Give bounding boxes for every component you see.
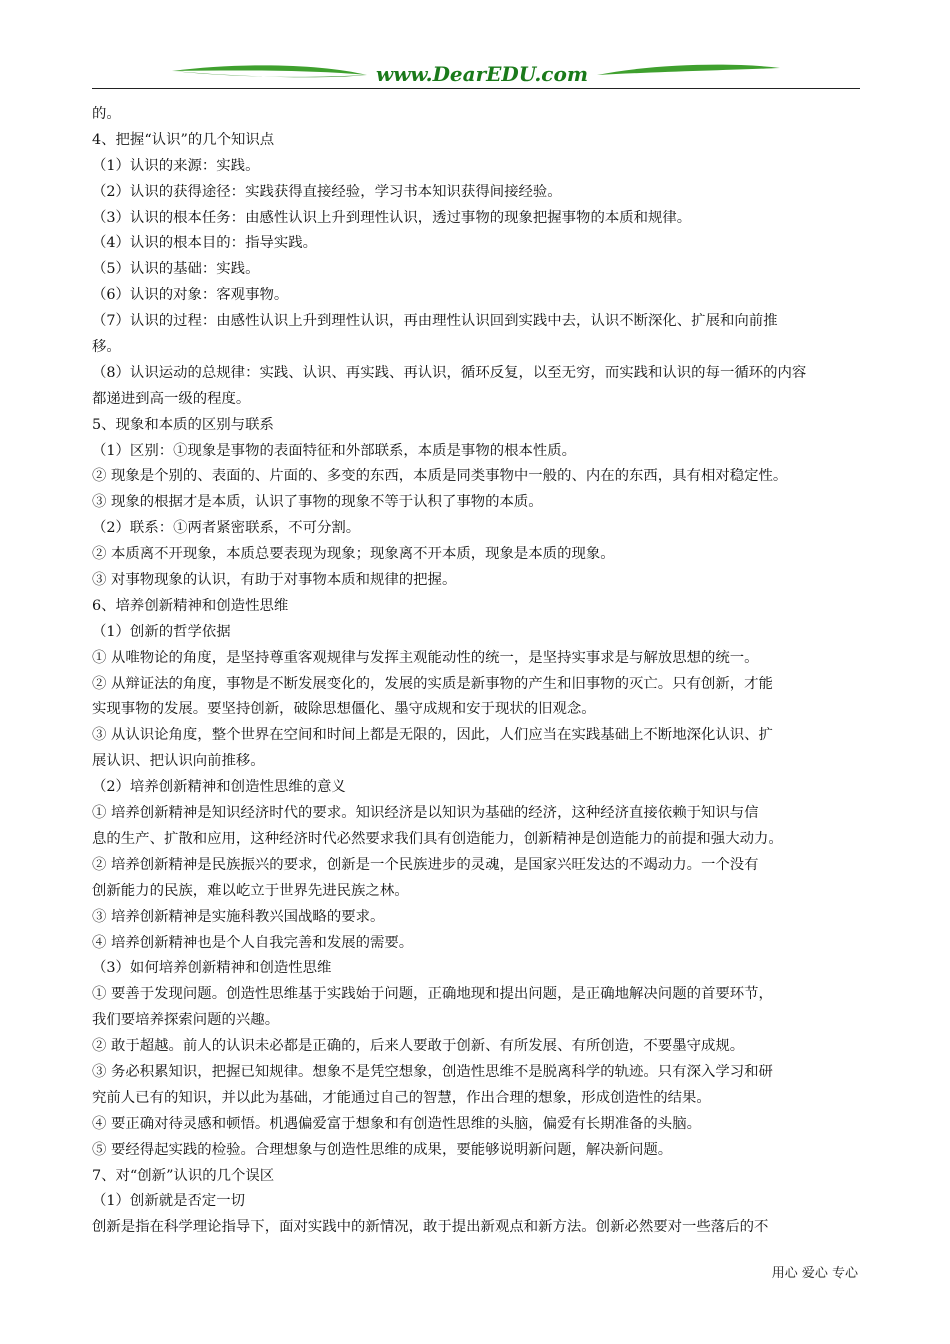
text-line: 的。 [92, 106, 121, 122]
text-line: ② 敢于超越。前人的认识未必都是正确的，后来人要敢于创新、有所发展、有所创造，不要墨守成规。 [92, 1038, 745, 1055]
text-line: （2）认识的获得途径：实践获得直接经验，学习书本知识获得间接经验。 [92, 183, 562, 200]
text-line: ② 本质离不开现象，本质总要表现为现象；现象离不开本质，现象是本质的现象。 [92, 546, 615, 563]
text-line: ② 现象是个别的、表面的、片面的、多变的东西，本质是同类事物中一般的、内在的东西，具有相对稳定性。 [92, 468, 788, 485]
document-body [92, 102, 868, 1241]
text-line: ④ 培养创新精神也是个人自我完善和发展的需要。 [92, 934, 414, 951]
text-line: ① 从唯物论的角度，是坚持尊重客观规律与发挥主观能动性的统一，是坚持实事求是与解放思想的统一。 [92, 649, 759, 666]
text-line: 7、对“创新”认识的几个误区 [92, 1167, 275, 1184]
text-line: （6）认识的对象：客观事物。 [92, 287, 289, 304]
text-line: 6、培养创新精神和创造性思维 [92, 597, 289, 614]
text-line: （3）如何培养创新精神和创造性思维 [92, 960, 332, 977]
text-line: （2）联系：①两者紧密联系，不可分割。 [92, 520, 361, 537]
text-line: 我们要培养探索问题的兴趣。 [92, 1012, 280, 1029]
text-line: （3）认识的根本任务：由感性认识上升到理性认识，透过事物的现象把握事物的本质和规律。 [92, 209, 692, 226]
swoosh-logo-icon [92, 58, 860, 92]
text-line: 创新能力的民族，难以屹立于世界先进民族之林。 [92, 882, 409, 899]
text-line: 5、现象和本质的区别与联系 [92, 416, 274, 433]
text-line: 息的生产、扩散和应用，这种经济时代必然要求我们具有创造能力，创新精神是创造能力的前提和强大动力。 [92, 830, 783, 847]
text-line: ② 从辩证法的角度，事物是不断发展变化的，发展的实质是新事物的产生和旧事物的灭亡。只有创新，才能 [92, 675, 773, 692]
text-line: ① 要善于发现问题。创造性思维基于实践始于问题，正确地现和提出问题，是正确地解决问题的首要环节， [92, 986, 773, 1003]
text-line: （1）创新的哲学依据 [92, 623, 231, 640]
text-line: 移。 [92, 339, 121, 356]
text-line: ③ 对事物现象的认识，有助于对事物本质和规律的把握。 [92, 572, 457, 589]
text-line: 4、把握“认识”的几个知识点 [92, 131, 275, 148]
text-line: （8）认识运动的总规律：实践、认识、再实践、再认识，循环反复，以至无穷，而实践和认识的每一循环的内容 [92, 364, 807, 381]
text-line: ① 培养创新精神是知识经济时代的要求。知识经济是以知识为基础的经济，这种经济直接依赖于知识与信 [92, 805, 759, 822]
text-line: ④ 要正确对待灵感和顿悟。机遇偏爱富于想象和有创造性思维的头脑，偏爱有长期准备的头脑。 [92, 1115, 701, 1132]
text-line: 究前人已有的知识，并以此为基础，才能通过自己的智慧，作出合理的想象，形成创造性的结果。 [92, 1089, 711, 1106]
text-line: 实现事物的发展。要坚持创新，破除思想僵化、墨守成规和安于现状的旧观念。 [92, 701, 596, 718]
footer-text: 用心 爱心 专心 [771, 1266, 858, 1281]
text-line: ③ 务必积累知识，把握已知规律。想象不是凭空想象，创造性思维不是脱离科学的轨迹。只有深入学习和研 [92, 1063, 773, 1080]
text-line: ⑤ 要经得起实践的检验。合理想象与创造性思维的成果，要能够说明新问题，解决新问题。 [92, 1141, 673, 1158]
text-line: （5）认识的基础：实践。 [92, 261, 260, 278]
text-line: 创新是指在科学理论指导下，面对实践中的新情况，敢于提出新观点和新方法。创新必然要对一些落后的不 [92, 1219, 769, 1236]
text-line: ③ 从认识论角度，整个世界在空间和时间上都是无限的，因此，人们应当在实践基础上不断地深化认识、扩 [92, 727, 773, 744]
text-line: 都递进到高一级的程度。 [92, 390, 251, 407]
header-rule [92, 88, 860, 89]
text-line: （4）认识的根本目的：指导实践。 [92, 235, 318, 252]
text-line: 展认识、把认识向前推移。 [92, 753, 265, 770]
text-line: （1）认识的来源：实践。 [92, 157, 260, 174]
text-line: （1）创新就是否定一切 [92, 1193, 246, 1210]
text-line: ③ 培养创新精神是实施科教兴国战略的要求。 [92, 908, 385, 925]
text-line: ③ 现象的根据才是本质，认识了事物的现象不等于认积了事物的本质。 [92, 494, 543, 511]
text-line: （2）培养创新精神和创造性思维的意义 [92, 779, 346, 796]
text-line: （7）认识的过程：由感性认识上升到理性认识，再由理性认识回到实践中去，认识不断深化、扩展和向前推 [92, 313, 778, 330]
text-line: （1）区别：①现象是事物的表面特征和外部联系，本质是事物的根本性质。 [92, 442, 577, 459]
site-name: www.DearEDU.com [375, 62, 589, 86]
header-banner [92, 58, 860, 92]
text-line: ② 培养创新精神是民族振兴的要求，创新是一个民族进步的灵魂，是国家兴旺发达的不竭动力。一个没有 [92, 856, 759, 873]
